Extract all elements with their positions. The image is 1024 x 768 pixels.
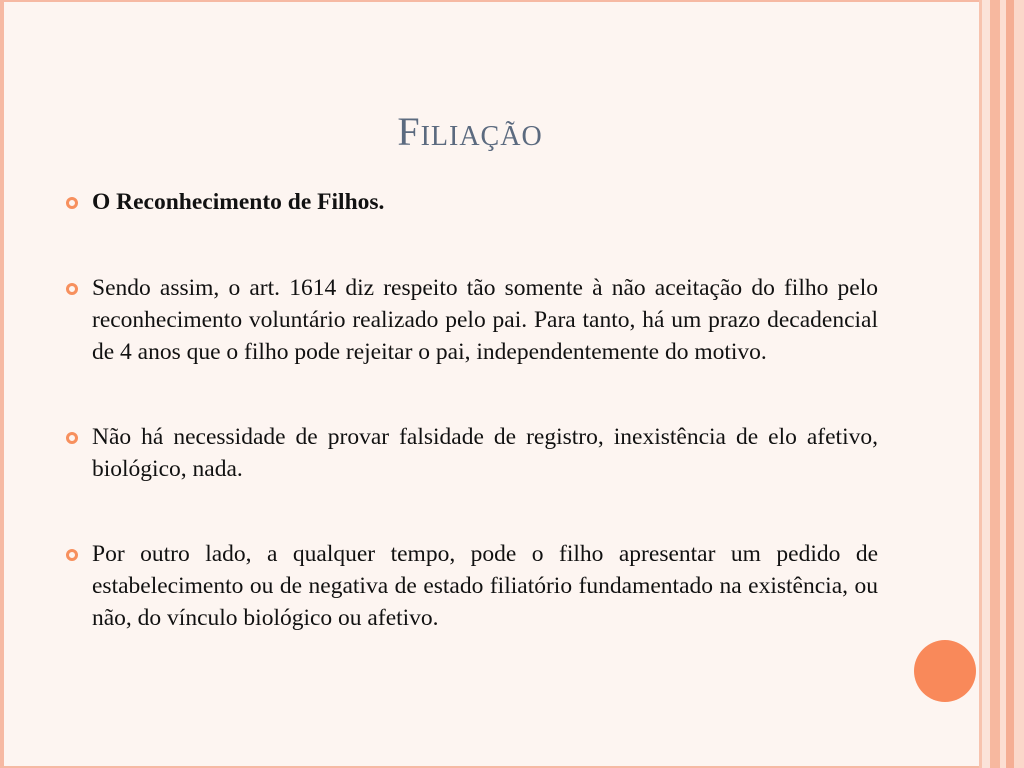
bullet-ring-icon xyxy=(66,197,78,209)
decor-stripe xyxy=(1014,0,1024,768)
bullet-ring-icon xyxy=(66,549,78,561)
bullet-text: Não há necessidade de provar falsidade de registro, inexistência de elo afetivo, biológico, nada. xyxy=(92,424,878,482)
bullet-list xyxy=(66,186,878,634)
decor-stripe xyxy=(982,0,990,768)
bullet-text: Por outro lado, a qualquer tempo, pode o filho apresentar um pedido de estabelecimento ou de negativa de estado filiatório fundamentado na existência, ou não, do vínculo biológico ou afetivo. xyxy=(92,541,878,631)
bullet-ring-icon xyxy=(66,283,78,295)
frame-top-border xyxy=(0,0,1024,2)
decor-circle xyxy=(914,640,976,702)
decor-stripe xyxy=(1006,0,1014,768)
bullet-item xyxy=(66,186,878,218)
bullet-item xyxy=(66,538,878,634)
bullet-item xyxy=(66,421,878,485)
bullet-ring-icon xyxy=(66,432,78,444)
bullet-item xyxy=(66,272,878,368)
bullet-text: Sendo assim, o art. 1614 diz respeito tão somente à não aceitação do filho pelo reconhecimento voluntário realizado pelo pai. Para tanto, há um prazo decadencial de 4 anos que o filho pode rejeitar o pai, independentemente do motivo. xyxy=(92,275,878,365)
slide-title: Filiação xyxy=(397,109,543,154)
decor-stripe xyxy=(990,0,1000,768)
bullet-text: O Reconhecimento de Filhos. xyxy=(92,189,385,215)
